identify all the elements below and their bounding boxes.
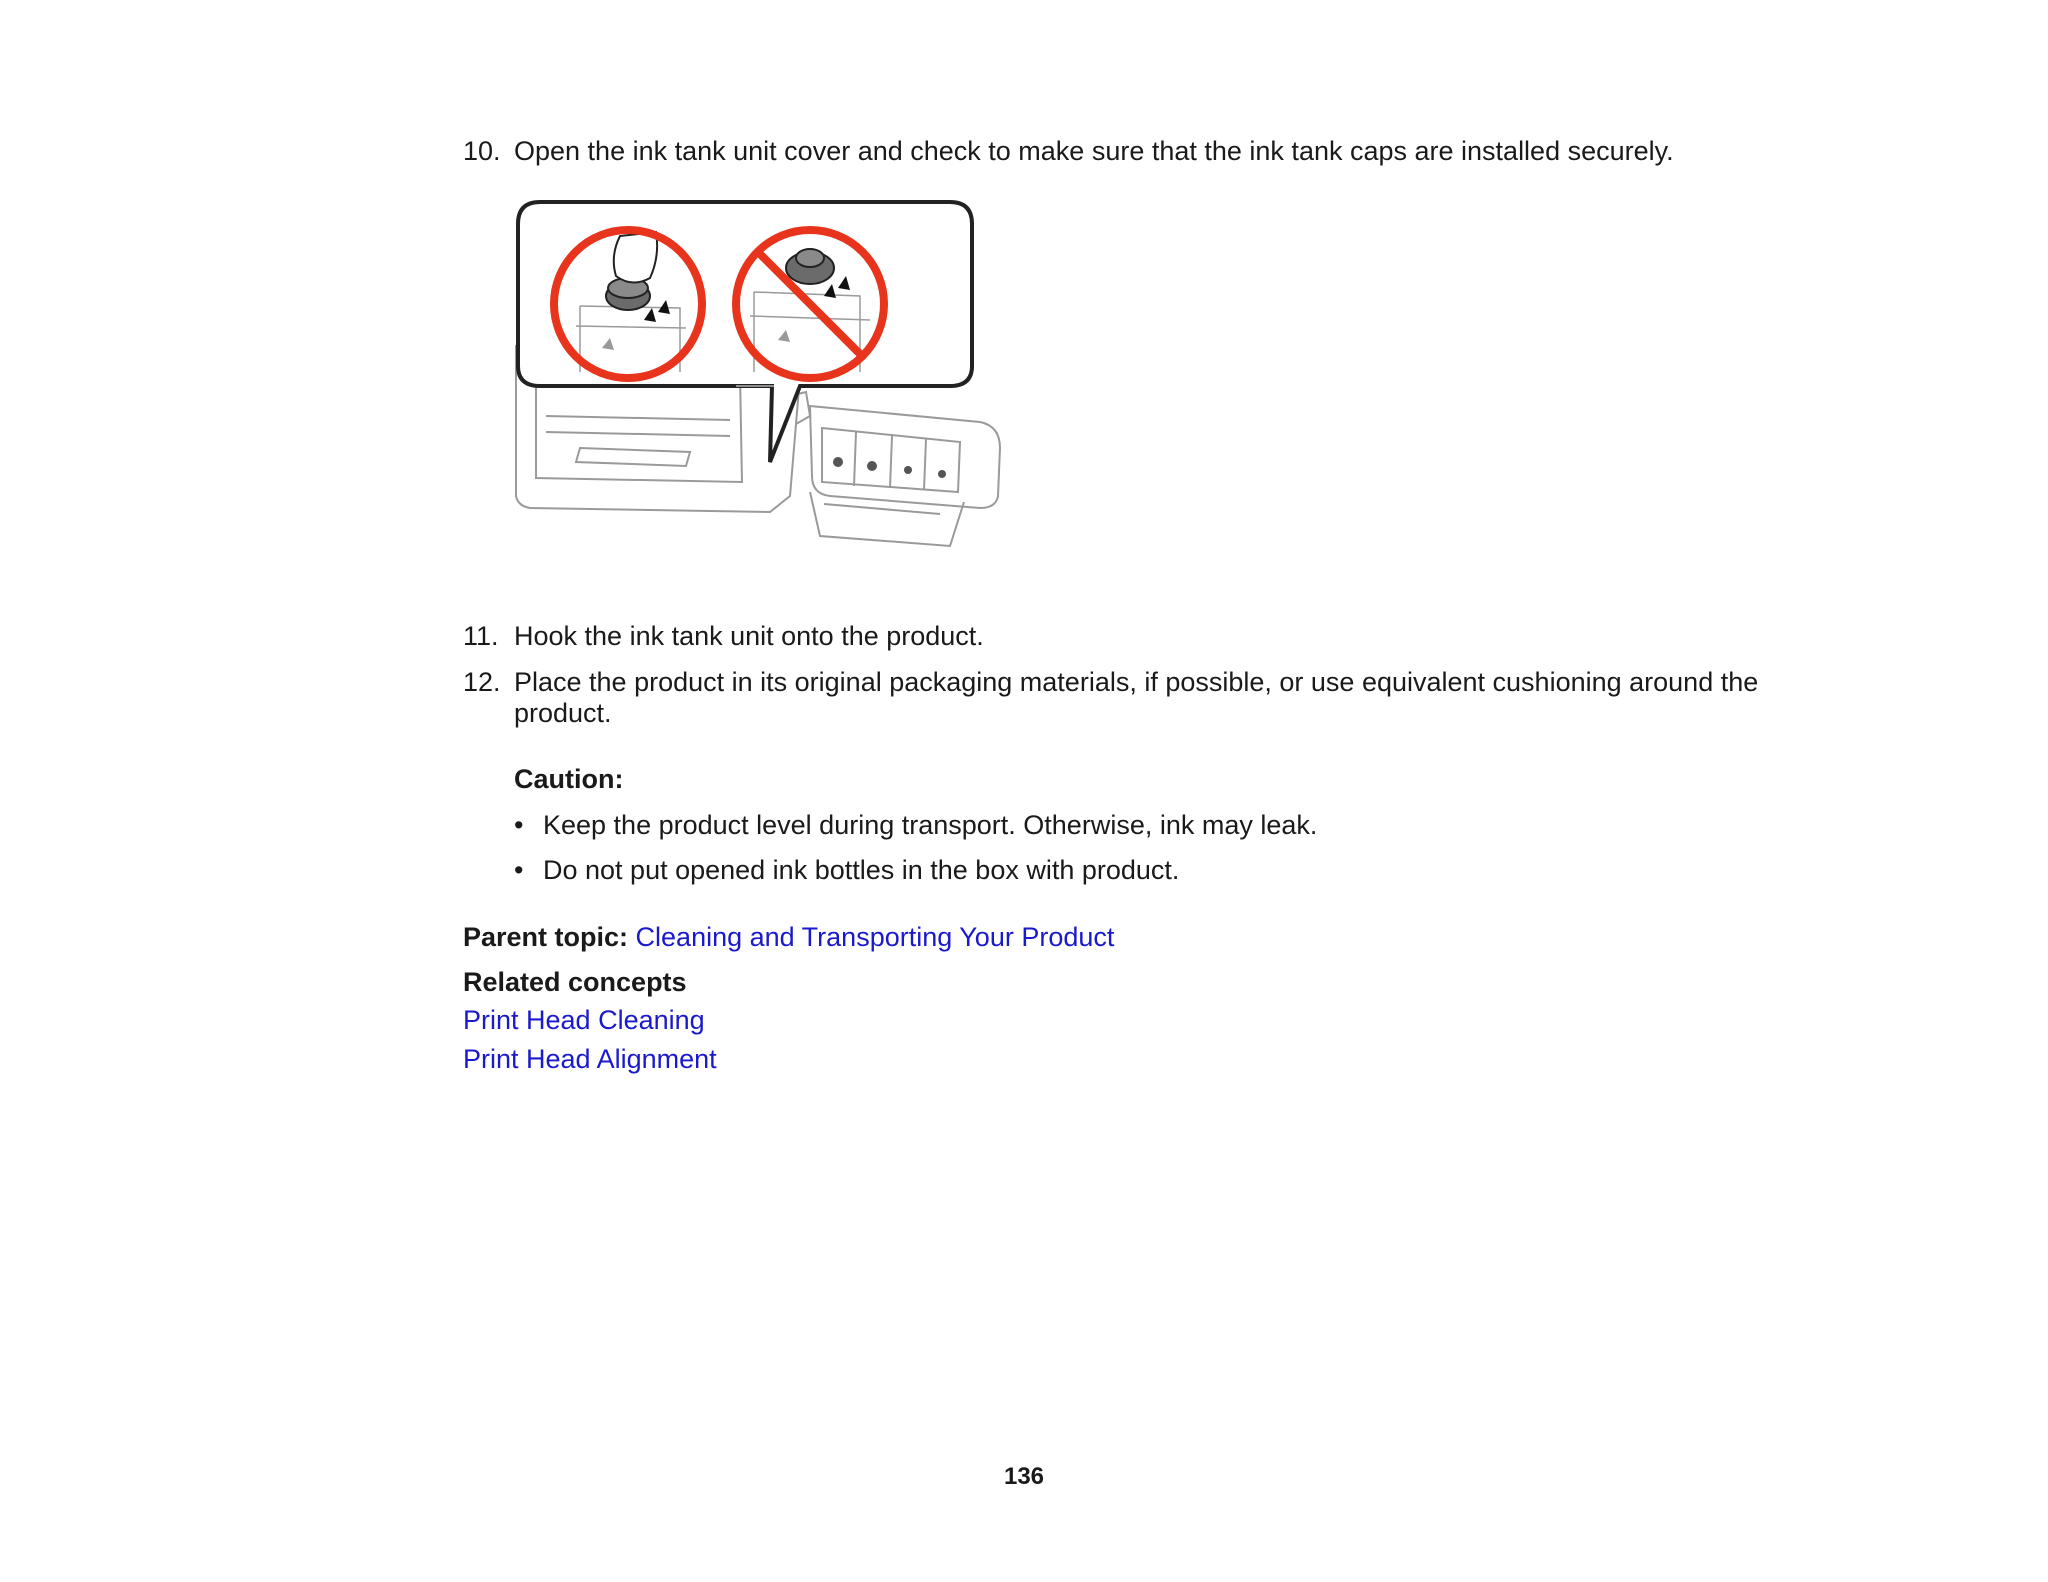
finger-icon <box>614 232 657 283</box>
step-number: 12. <box>463 667 501 697</box>
step-text: Open the ink tank unit cover and check to make sure that the ink tank caps are installed securely. <box>514 136 1674 166</box>
caution-item-text: Keep the product level during transport. Otherwise, ink may leak. <box>543 810 1318 840</box>
caution-heading: Caution: <box>514 764 624 794</box>
parent-topic-label: Parent topic: <box>463 922 629 952</box>
parent-topic <box>463 922 1114 953</box>
step-text: Place the product in its original packaging materials, if possible, or use equivalent cushioning around the product. <box>514 667 1759 728</box>
step-text: Hook the ink tank unit onto the product. <box>514 621 984 651</box>
bullet-icon: • <box>514 810 524 840</box>
bullet-icon: • <box>514 855 524 885</box>
parent-topic-link[interactable]: Cleaning and Transporting Your Product <box>635 922 1115 952</box>
related-concepts-heading: Related concepts <box>463 967 687 997</box>
tank-cap-markers <box>833 457 946 478</box>
related-link-print-head-alignment[interactable]: Print Head Alignment <box>463 1044 717 1074</box>
ink-tank-caps-illustration <box>510 196 1010 550</box>
related-link-print-head-cleaning[interactable]: Print Head Cleaning <box>463 1005 705 1035</box>
page-number: 136 <box>1003 1463 1045 1490</box>
step-number: 10. <box>463 136 501 166</box>
caution-item-text: Do not put opened ink bottles in the box with product. <box>543 855 1180 885</box>
step-number: 11. <box>463 621 499 651</box>
